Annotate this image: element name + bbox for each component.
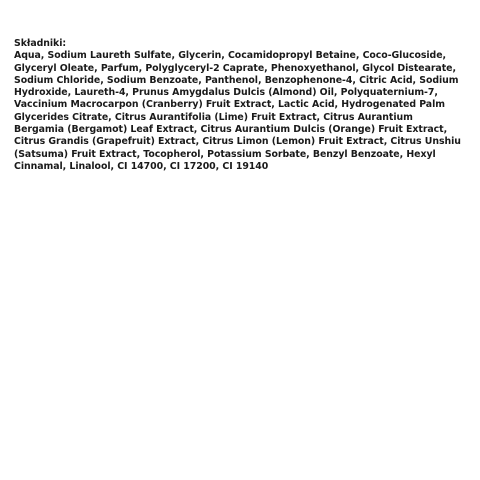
ingredients-heading: Składniki:	[14, 38, 67, 49]
ingredients-label	[14, 38, 466, 173]
ingredients-list: Aqua, Sodium Laureth Sulfate, Glycerin, Cocamidopropyl Betaine, Coco-Glucoside, Glyceryl Oleate, Parfum, Polyglyceryl-2 Caprate, Phenoxyethanol, Glycol Distearate, Sodium Chloride, Sodium Benzoate, Panthenol, Benzophenone-4, Citric Acid, Sodium Hydroxide, Laureth-4, Prunus Amygdalus Dulcis (Almond) Oil, Polyquaternium-7, Vaccinium Macrocarpon (Cranberry) Fruit Extract, Lactic Acid, Hydrogenated Palm Glycerides Citrate, Citrus Aurantifolia (Lime) Fruit Extract, Citrus Aurantium Bergamia (Bergamot) Leaf Extract, Citrus Aurantium Dulcis (Orange) Fruit Extract, Citrus Grandis (Grapefruit) Extract, Citrus Limon (Lemon) Fruit Extract, Citrus Unshiu (Satsuma) Fruit Extract, Tocopherol, Potassium Sorbate, Benzyl Benzoate, Hexyl Cinnamal, Linalool, CI 14700, CI 17200, CI 19140	[14, 50, 461, 172]
